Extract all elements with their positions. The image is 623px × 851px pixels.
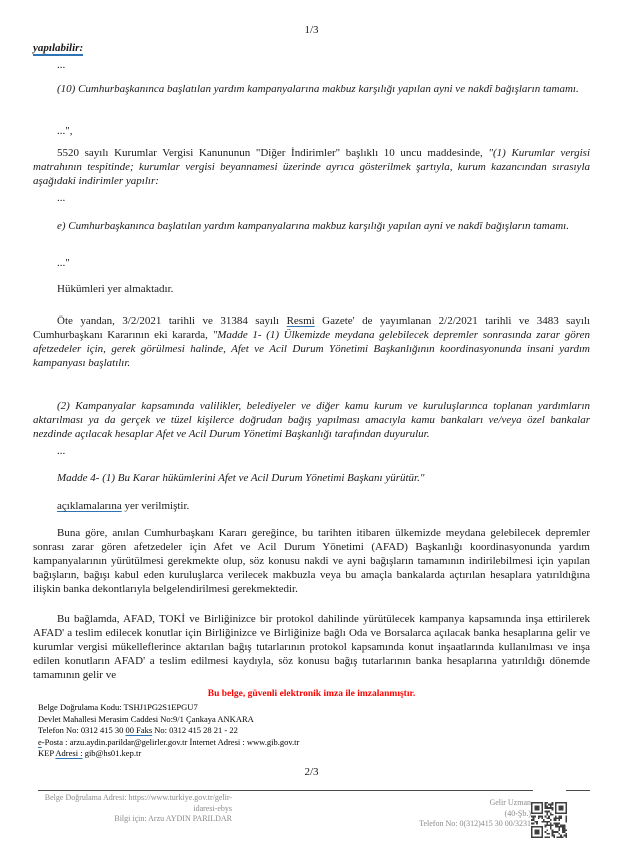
office-address: Devlet Mahallesi Merasim Caddesi No:9/1 Çankaya ANKARA bbox=[38, 713, 254, 724]
paragraph-aciklama-rest: yer verilmiştir. bbox=[121, 500, 190, 512]
phone-prefix: Telefon No: 0312 415 30 bbox=[38, 725, 126, 736]
page-number-footer: 2/3 bbox=[304, 766, 319, 778]
footer-divider-line bbox=[38, 790, 533, 791]
footer-right-block bbox=[331, 798, 531, 830]
ellipsis-line: ... bbox=[57, 445, 66, 457]
paragraph-buna-gore: Buna göre, anılan Cumhurbaşkanı Kararı gereğince, bu tarihten itibaren ülkemizde meydana gelebilecek depremler sonrası zarar gören afetzedeler için Afet ve Acil Durum Yönetimi (AFAD) Başkanlığı koordinasyonunda yardım kampanyalarının yürütülmesi gerekmekte olup, söz konusu nakdi ve ayni bağışların tamamının indirilebilmesi için yapılan bağışların, bağışı kabul eden kuruluşlarca verilecek makbuzla veya bu amaçla bankalarda açtırılan hesaplara yatırıldığına ilişkin banka dekontlarıyla belgelendirilmesi gerekmektedir. bbox=[33, 527, 590, 595]
ellipsis-line: ... bbox=[57, 59, 66, 71]
paragraph-madde4: Madde 4- (1) Bu Karar hükümlerini Afet ve Acil Durum Yönetimi Başkanı yürütür." bbox=[57, 472, 425, 484]
qr-code-svg bbox=[531, 801, 567, 839]
paragraph-5520 bbox=[33, 146, 590, 188]
paragraph-hukumleri: Hükümleri yer almaktadır. bbox=[57, 283, 174, 295]
footer-divider-segment bbox=[566, 790, 590, 791]
page-number-header: 1/3 bbox=[304, 24, 319, 36]
phone-link[interactable]: 00 Faks bbox=[125, 725, 153, 736]
footer-left-block bbox=[22, 793, 232, 825]
aciklamalarina-link[interactable]: açıklamalarına bbox=[57, 500, 122, 512]
paragraph-5520-quote: "(1) Kurumlar vergisi matrahının tespitinde; kurumlar vergisi beyannamesi üzerinde ayrıca gösterilmek şartıyla, kurum kazancından sırasıyla aşağıdaki indirimler yapılır: bbox=[33, 147, 591, 187]
qr-code bbox=[531, 801, 567, 839]
paragraph-10: (10) Cumhurbaşkanınca başlatılan yardım kampanyalarına makbuz karşılığı yapılan ayni ve nakdî bağışların tamamı. bbox=[57, 83, 579, 95]
signer-phone: Telefon No: 0(312)415 30 00/3231 bbox=[419, 819, 531, 828]
paragraph-ote-yandan bbox=[33, 314, 590, 370]
contact-block bbox=[38, 702, 468, 760]
verification-address-line1: Belge Doğrulama Adresi: https://www.turkiye.gov.tr/gelir- bbox=[44, 793, 232, 802]
paragraph-2: (2) Kampanyalar kapsamında valilikler, belediyeler ve diğer kamu kurum ve kuruluşlarınca toplanan yardımların aktarılması ya da gerçek ve tüzel kişilerce doğrudan bağış yapılması amacıyla kamu bankaları ve/veya özel bankalar nezdinde açılacak hesaplar Afet ve Acil Durum Yönetimi Başkanlığı tarafından duyurulur. bbox=[33, 400, 590, 440]
lead-word-yapilabilir: yapılabilir: bbox=[33, 42, 84, 54]
email-link[interactable]: e bbox=[38, 736, 42, 747]
email-line bbox=[38, 737, 468, 749]
ellipsis-line: ..." bbox=[57, 257, 70, 269]
document-verification-code: Belge Doğrulama Kodu: TSHJ1PG2S1EPGU7 bbox=[38, 702, 198, 712]
signer-title: Gelir Uzman bbox=[489, 798, 531, 807]
paragraph-ote-quote: "Madde 1- (1) Ülkemizde meydana gelebilecek depremler sonrasında zarar gören afetzedeler için, gerek görülmesi halinde, Afet ve Acil Durum Yönetimi Başkanlığının koordinasyonunda insani yardım kampanyası başlatılır. bbox=[33, 329, 590, 369]
verification-address-line2: idaresi-ebys bbox=[193, 803, 232, 813]
paragraph-bu-baglamda: Bu bağlamda, AFAD, TOKİ ve Birliğinizce bir protokol dahilinde yürütülecek kampanya kapsamında inşa ettirilerek AFAD' a teslim edilecek konutlar için Birliğinizce ve Birliğinize bağlı Oda ve Borsalarca açılacak banka hesaplarına gelir ve kurumlar vergisi mükelleflerince aktarılan bağış tutarlarının protokol kapsamında konut inşaatlarında kullanılması ve inşa edilen konutların AFAD' a teslim edilmesi kaydıyla, söz konusu bağış tutarlarının banka hesaplarına yatırıldığı dönemde tamamının gelir ve bbox=[33, 613, 590, 681]
ellipsis-line: ... bbox=[57, 192, 66, 204]
kep-prefix: KEP bbox=[38, 748, 56, 759]
paragraph-5520-intro: 5520 sayılı Kurumlar Vergisi Kanununun "Diğer İndirimler" başlıklı 10 uncu maddesinde, bbox=[57, 147, 489, 159]
phone-rest: No: 0312 415 28 21 - 22 bbox=[152, 725, 238, 736]
paragraph-aciklama bbox=[33, 499, 590, 513]
phone-fax-line bbox=[38, 725, 468, 737]
kep-rest: gib@hs01.kep.tr bbox=[82, 748, 142, 759]
info-contact-person: Bilgi için: Arzu AYDIN PARILDAR bbox=[114, 814, 232, 823]
electronic-signature-note: Bu belge, güvenli elektronik imza ile imzalanmıştır. bbox=[207, 689, 416, 699]
signer-department: (40-Şb.) bbox=[504, 808, 531, 818]
kep-line bbox=[38, 748, 468, 760]
resmi-gazete-link[interactable]: Resmi bbox=[286, 315, 315, 327]
paragraph-ote-intro: Öte yandan, 3/2/2021 tarihli ve 31384 sayılı bbox=[57, 315, 287, 327]
email-rest: -Posta : arzu.aydin.parildar@gelirler.gov.tr İnternet Adresi : www.gib.gov.tr bbox=[41, 736, 300, 747]
kep-address-link[interactable]: Adresi : bbox=[55, 748, 83, 759]
paragraph-e: e) Cumhurbaşkanınca başlatılan yardım kampanyalarına makbuz karşılığı yapılan ayni ve nakdî bağışların tamamı. bbox=[57, 220, 569, 232]
paragraph-ote-mid: Gazete' de yayımlanan 2/2/2021 tarihli ve 3483 sayılı Cumhurbaşkanı Kararının eki kararda, bbox=[33, 315, 590, 341]
ellipsis-line: ...", bbox=[57, 125, 73, 137]
